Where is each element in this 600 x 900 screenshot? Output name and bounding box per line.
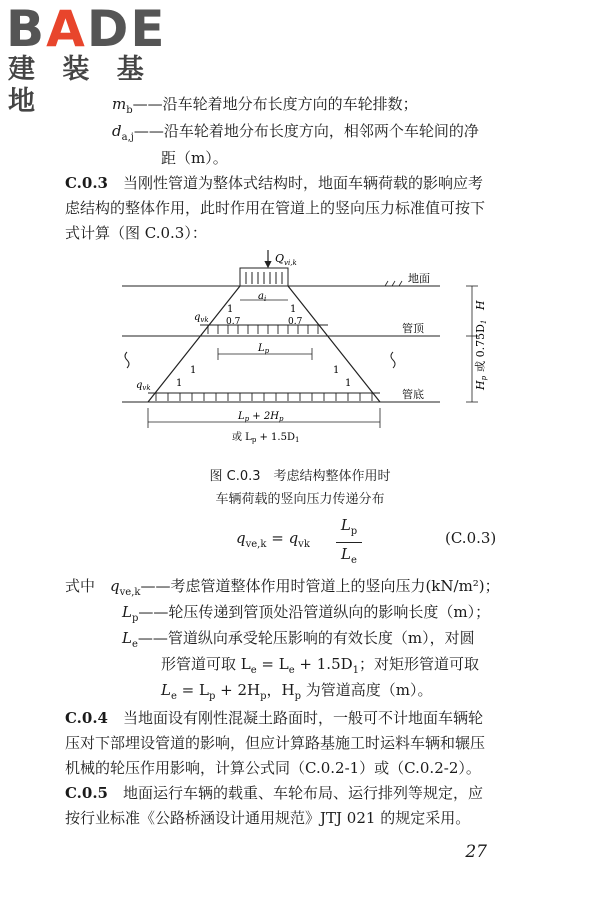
page-number: 27	[465, 842, 487, 862]
pipe-top-label: 管顶	[402, 322, 424, 335]
lp2h-label: $L_p + 2H_p$	[238, 411, 284, 423]
clause-c05-line1: C.0.5 地面运行车辆的载重、车轮布局、运行排列等规定，应	[65, 784, 484, 802]
clause-c03-line1: C.0.3 当刚性管道为整体式结构时，地面车辆荷载的影响应考	[65, 174, 484, 192]
definition-cont: 距（m）。	[161, 149, 228, 167]
where-le-line2: 形管道可取 $L_e = L_e + 1.5D_1$；对矩形管道可取	[161, 655, 480, 676]
formula: $q_{ve,k} = q_{vk}$	[236, 529, 310, 550]
slope-1-left-top: 1	[227, 304, 234, 315]
lp-label: $L_p$	[258, 343, 270, 355]
where-le: $L_e——$管道纵向承受轮压影响的有效长度（m），对圆	[122, 629, 475, 650]
slope-07-left: 0.7	[226, 317, 241, 327]
clause-c04-line2: 压对下部埋设管道的影响，但应计算路基施工时运料车辆和辗压	[65, 734, 486, 752]
clause-c03-line2: 虑结构的整体作用，此时作用在管道上的竖向压力标准值可按下	[65, 199, 486, 217]
logo	[6, 0, 176, 117]
logo-subtitle: 建 装 基 地	[8, 54, 153, 117]
ground-label: 地面	[408, 272, 430, 285]
where-q: 式中 $q_{ve,k}——$考虑管道整体作用时管道上的竖向压力(kN/m²)；	[65, 577, 500, 598]
pressure-distribution-figure	[0, 250, 600, 450]
definition-dai: $d_{a,j}——$沿车轮着地分布长度方向，相邻两个车轮间的净	[112, 122, 479, 143]
slope-1-right-mid: 1	[333, 365, 340, 376]
pipe-bottom-label: 管底	[402, 388, 424, 401]
clause-c05-line2: 按行业标准《公路桥涵设计通用规范》JTJ 021 的规定采用。	[65, 809, 471, 827]
hp-label: Hp或 0.75D1	[474, 319, 488, 390]
clause-c04-line1: C.0.4 当地面设有刚性混凝土路面时，一般可不计地面车辆轮	[65, 709, 484, 727]
formula-label: (C.0.3)	[445, 529, 497, 547]
where-lp: $L_p——$轮压传递到管顶处沿管道纵向的影响长度（m）；	[122, 603, 491, 624]
clause-c03-line3: 式计算（图 C.0.3）：	[65, 224, 207, 242]
formula-fraction: $L_p$ $L_e$	[336, 515, 362, 572]
definition-mb: $m_b——$沿车轮着地分布长度方向的车轮排数；	[112, 95, 418, 116]
load-label: $Q_{vi,k}$	[275, 252, 297, 267]
slope-1-left-mid: 1	[190, 365, 197, 376]
slope-1-left-low: 1	[176, 378, 183, 389]
slope-07-right: 0.7	[288, 317, 303, 327]
figure-caption-line2: 车辆荷载的竖向压力传递分布	[215, 492, 385, 507]
ai-label: $a_i$	[258, 291, 267, 303]
where-le-line3: $L_e = L_p + 2H_p$，$H_p$ 为管道高度（m）。	[161, 681, 433, 702]
lp15-label: 或 $L_p + 1.5D_1$	[232, 432, 300, 444]
logo-wordmark: BADE	[6, 0, 167, 58]
figure-caption-line1: 图 C.0.3 考虑结构整体作用时	[209, 469, 391, 484]
clause-c04-line3: 机械的轮压作用影响，计算公式同（C.0.2-1）或（C.0.2-2）。	[65, 759, 481, 777]
slope-1-right-top: 1	[290, 304, 297, 315]
qvk-top-label: $q_{vk}$	[194, 312, 209, 324]
qvk-bottom-label: $q_{vk}$	[136, 380, 151, 392]
h-label: H	[474, 300, 487, 310]
slope-1-right-low: 1	[345, 378, 352, 389]
